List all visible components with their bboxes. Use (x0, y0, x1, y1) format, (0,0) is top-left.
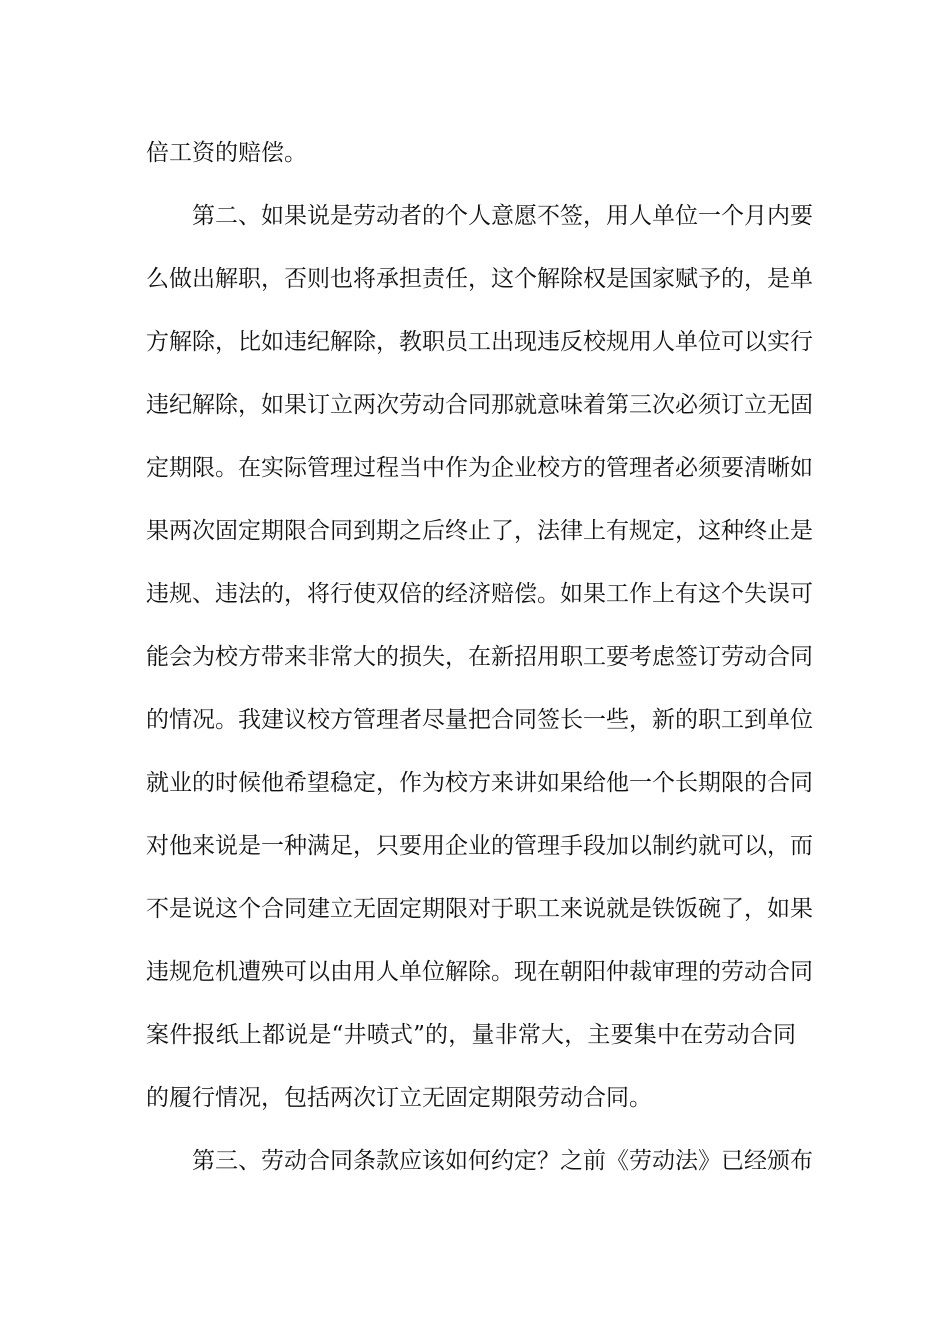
text-line: 违规、违法的，将行使双倍的经济赔偿。如果工作上有这个失误可 (146, 581, 813, 607)
text-line: 么做出解职，否则也将承担责任，这个解除权是国家赋予的，是单 (146, 266, 813, 292)
text-line: 对他来说是一种满足，只要用企业的管理手段加以制约就可以，而 (146, 833, 813, 859)
text-line: 果两次固定期限合同到期之后终止了，法律上有规定，这种终止是 (146, 518, 813, 544)
text-line: 违纪解除，如果订立两次劳动合同那就意味着第三次必须订立无固 (146, 392, 813, 418)
paragraph-start-line: 第二、如果说是劳动者的个人意愿不签，用人单位一个月内要 (192, 203, 813, 229)
text-line: 就业的时候他希望稳定，作为校方来讲如果给他一个长期限的合同 (146, 770, 813, 796)
text-line: 案件报纸上都说是“井喷式”的，量非常大，主要集中在劳动合同 (146, 1022, 796, 1048)
text-line: 能会为校方带来非常大的损失，在新招用职工要考虑签订劳动合同 (146, 644, 813, 670)
text-line: 倍工资的赔偿。 (146, 140, 307, 166)
text-line: 的履行情况，包括两次订立无固定期限劳动合同。 (146, 1085, 652, 1111)
paragraph-start-line: 第三、劳动合同条款应该如何约定？之前《劳动法》已经颁布 (192, 1148, 813, 1174)
text-line: 的情况。我建议校方管理者尽量把合同签长一些，新的职工到单位 (146, 707, 813, 733)
text-line: 不是说这个合同建立无固定期限对于职工来说就是铁饭碗了，如果 (146, 896, 813, 922)
text-line: 方解除，比如违纪解除，教职员工出现违反校规用人单位可以实行 (146, 329, 813, 355)
text-line: 违规危机遭殃可以由用人单位解除。现在朝阳仲裁审理的劳动合同 (146, 959, 813, 985)
text-line: 定期限。在实际管理过程当中作为企业校方的管理者必须要清晰如 (146, 455, 813, 481)
